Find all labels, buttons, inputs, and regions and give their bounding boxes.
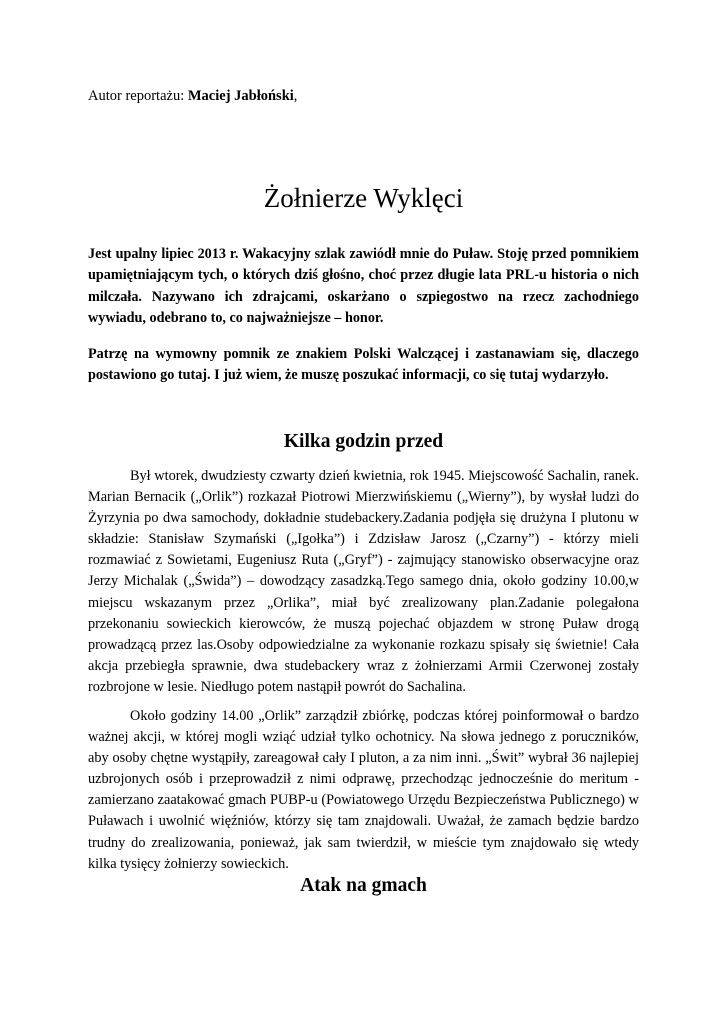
author-label: Autor reportażu: [88,88,185,104]
section-heading: Kilka godzin przed [283,431,444,452]
author-suffix: , [293,88,298,104]
lead-paragraph: Jest upalny lipiec 2013 r. Wakacyjny szlak zawiódł mnie do Puław. Stoję przed pomnikiem upamiętniającym tych, o których dziś głośno, choć przez długie lata PRL-u historia o nich milczała. Nazywano ich zdrajcami, oskarżano o szpiegostwo na rzecz zachodniego wywiadu, odebrano to, co najważniejsze – honor. [88,246,639,327]
body-paragraph: Był wtorek, dwudziesty czwarty dzień kwietnia, rok 1945. Miejscowość Sachalin, ranek. Marian Bernacik („Orlik”) rozkazał Piotrowi Mierzwińskiemu („Wierny”), by wysłał ludzi do Żyrzynia po dwa samochody, dokładnie studebackery.Zadania podjęła się drużyna I plutonu w składzie: Stanisław Szymański („Igołka”) i Zdzisław Jarosz („Czarny”) - którzy mieli rozmawiać z Sowietami, Eugeniusz Ruta („Gryf”) - zajmujący stanowisko obserwacyjne oraz Jerzy Michalak („Świda”) – dowodzący zasadzką.Tego samego dnia, około godziny 10.00,w miejscu wskazanym przez „Orlika”, miał być zrealizowany plan.Zadanie polegałona przekonaniu sowieckich kierowców, że muszą pojechać objazdem w stronę Puław drogą prowadzącą przez las.Osoby odpowiedzialne za wykonanie rozkazu spisały się świetnie! Cała akcja przebiegła sprawnie, dwa studebackery wraz z żołnierzami Armii Czerwonej zostały rozbrojone w lesie. Niedługo potem nastąpił powrót do Sachalina. [88,468,639,695]
author-name: Maciej Jabłoński [187,88,294,104]
lead-paragraph: Patrzę na wymowny pomnik ze znakiem Polski Walczącej i zastanawiam się, dlaczego postawiono go tutaj. I już wiem, że muszę poszukać informacji, co się tutaj wydarzyło. [88,346,639,384]
author-line [88,86,297,106]
document-title: Żołnierze Wyklęci [263,183,464,213]
body-paragraph: Około godziny 14.00 „Orlik” zarządził zbiórkę, podczas której poinformował o bardzo ważnej akcji, w której mogli wziąć udział tylko ochotnicy. Na słowa jednego z poruczników, aby osoby chętne wystąpiły, zareagował cały I pluton, a za nim inni. „Świt” wybrał 36 najlepiej uzbrojonych osób i przeprowadził z nimi odprawę, przechodząc jednocześnie do meritum - zamierzano zaatakować gmach PUBP-u (Powiatowego Urzędu Bezpieczeństwa Publicznego) w Puławach i uwolnić więźniów, którzy się tam znajdowali. Uważał, że zamach będzie bardzo trudny do zrealizowania, ponieważ, jak sam twierdził, w mieście tym znajdowało się wtedy kilka tysięcy żołnierzy sowieckich. [88,708,639,872]
section-heading: Atak na gmach [300,875,427,896]
